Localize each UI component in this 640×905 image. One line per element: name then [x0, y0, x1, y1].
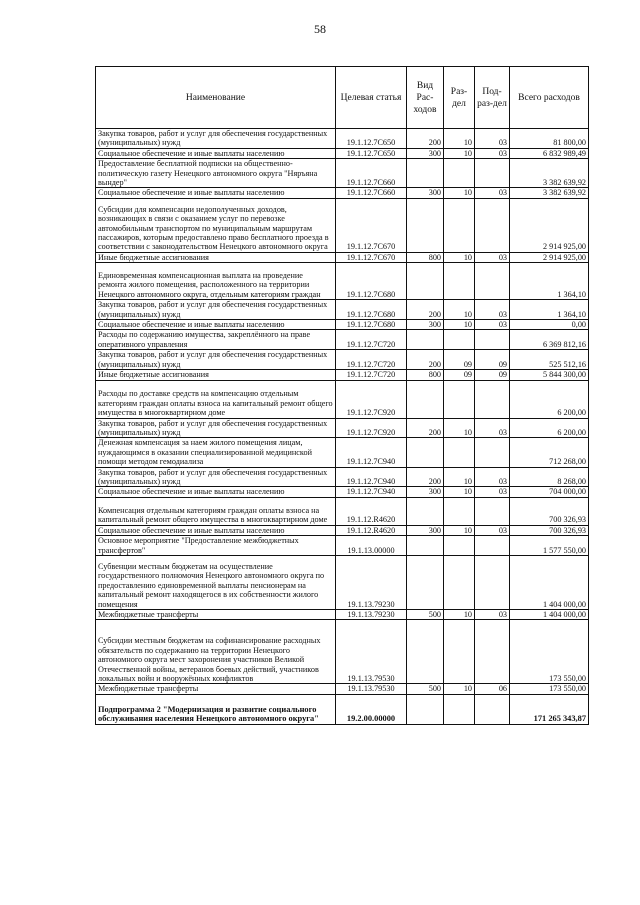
- header-total: Всего расходов: [510, 67, 589, 129]
- cell-section: 10: [444, 129, 475, 149]
- cell-kind: 300: [407, 148, 444, 158]
- table-row: [96, 694, 589, 724]
- header-section: Раз-дел: [444, 67, 475, 129]
- cell-subsection: 03: [475, 487, 510, 497]
- cell-target: 19.1.13.79530: [336, 684, 407, 694]
- cell-section: [444, 198, 475, 252]
- table-row: [96, 555, 589, 609]
- cell-subsection: 03: [475, 129, 510, 149]
- cell-subsection: 03: [475, 148, 510, 158]
- cell-subsection: 06: [475, 684, 510, 694]
- cell-subsection: [475, 694, 510, 724]
- cell-total: 700 326,93: [510, 497, 589, 525]
- cell-kind: 500: [407, 684, 444, 694]
- cell-kind: [407, 198, 444, 252]
- cell-total: 6 832 989,49: [510, 148, 589, 158]
- cell-total: 525 512,16: [510, 350, 589, 370]
- cell-target: 19.1.12.7С660: [336, 159, 407, 188]
- cell-section: [444, 330, 475, 350]
- cell-kind: 200: [407, 467, 444, 487]
- table-row: [96, 684, 589, 694]
- cell-name: Социальное обеспечение и иные выплаты населению: [96, 525, 336, 535]
- cell-subsection: [475, 555, 510, 609]
- cell-target: 19.1.12.7С920: [336, 418, 407, 438]
- cell-target: 19.1.12.7С720: [336, 350, 407, 370]
- cell-target: 19.1.12.R4620: [336, 525, 407, 535]
- cell-total: 704 000,00: [510, 487, 589, 497]
- cell-section: [444, 620, 475, 684]
- cell-section: [444, 555, 475, 609]
- header-name: Наименование: [96, 67, 336, 129]
- cell-subsection: [475, 497, 510, 525]
- cell-total: 3 382 639,92: [510, 188, 589, 198]
- cell-kind: 200: [407, 418, 444, 438]
- cell-kind: 300: [407, 188, 444, 198]
- cell-total: 6 369 812,16: [510, 330, 589, 350]
- cell-kind: [407, 620, 444, 684]
- table-row: [96, 497, 589, 525]
- cell-name: Иные бюджетные ассигнования: [96, 252, 336, 262]
- cell-subsection: 03: [475, 467, 510, 487]
- cell-total: 6 200,00: [510, 380, 589, 418]
- cell-target: 19.1.12.7С920: [336, 380, 407, 418]
- table-row: [96, 148, 589, 158]
- cell-name: Социальное обеспечение и иные выплаты населению: [96, 188, 336, 198]
- budget-table: [95, 66, 589, 725]
- table-row: [96, 188, 589, 198]
- cell-section: 10: [444, 300, 475, 320]
- cell-section: 10: [444, 467, 475, 487]
- cell-total: 6 200,00: [510, 418, 589, 438]
- cell-target: 19.1.12.7С650: [336, 148, 407, 158]
- cell-total: 81 800,00: [510, 129, 589, 149]
- cell-section: 09: [444, 370, 475, 380]
- cell-kind: 200: [407, 350, 444, 370]
- cell-section: [444, 497, 475, 525]
- cell-name: Закупка товаров, работ и услуг для обеспечения государственных (муниципальных) нужд: [96, 350, 336, 370]
- cell-name: Субвенции местным бюджетам на осуществление государственного полномочия Ненецкого автономного округа по предоставлению единовременной выплаты пенсионерам на капитальный ремонт находящегося в их собственности жилого помещения: [96, 555, 336, 609]
- cell-section: 10: [444, 487, 475, 497]
- cell-subsection: [475, 438, 510, 467]
- cell-section: [444, 694, 475, 724]
- cell-subsection: 03: [475, 609, 510, 619]
- cell-target: 19.1.12.7С680: [336, 263, 407, 300]
- header-kind: Вид Рас-ходов: [407, 67, 444, 129]
- cell-subsection: [475, 159, 510, 188]
- cell-section: [444, 159, 475, 188]
- cell-kind: [407, 330, 444, 350]
- cell-total: 2 914 925,00: [510, 252, 589, 262]
- cell-target: 19.1.12.7С720: [336, 370, 407, 380]
- cell-kind: 300: [407, 487, 444, 497]
- table-row: [96, 487, 589, 497]
- cell-total: 8 268,00: [510, 467, 589, 487]
- cell-total: 5 844 300,00: [510, 370, 589, 380]
- table-row: [96, 467, 589, 487]
- table-row: [96, 620, 589, 684]
- cell-kind: [407, 555, 444, 609]
- cell-kind: [407, 438, 444, 467]
- table-row: [96, 159, 589, 188]
- cell-kind: 800: [407, 252, 444, 262]
- cell-subsection: 03: [475, 300, 510, 320]
- cell-target: 19.1.12.7С720: [336, 330, 407, 350]
- cell-total: 2 914 925,00: [510, 198, 589, 252]
- cell-kind: 500: [407, 609, 444, 619]
- cell-section: [444, 536, 475, 556]
- cell-subsection: [475, 330, 510, 350]
- cell-section: 10: [444, 418, 475, 438]
- table-row: [96, 438, 589, 467]
- table-row: [96, 380, 589, 418]
- cell-subsection: 03: [475, 418, 510, 438]
- cell-name: Единовременная компенсационная выплата на проведение ремонта жилого помещения, расположенного на территории Ненецкого автономного округа, отдельным категориям граждан: [96, 263, 336, 300]
- cell-target: 19.1.13.00000: [336, 536, 407, 556]
- cell-kind: [407, 263, 444, 300]
- cell-subsection: [475, 198, 510, 252]
- cell-section: [444, 380, 475, 418]
- cell-kind: 200: [407, 300, 444, 320]
- cell-subsection: 09: [475, 350, 510, 370]
- table-row: [96, 536, 589, 556]
- cell-kind: [407, 694, 444, 724]
- cell-total: 1 404 000,00: [510, 609, 589, 619]
- cell-total: 173 550,00: [510, 684, 589, 694]
- cell-target: 19.1.13.79530: [336, 620, 407, 684]
- cell-section: 09: [444, 350, 475, 370]
- cell-name: Закупка товаров, работ и услуг для обеспечения государственных (муниципальных) нужд: [96, 129, 336, 149]
- cell-subsection: 03: [475, 525, 510, 535]
- cell-target: 19.1.12.7С680: [336, 320, 407, 330]
- cell-total: 1 364,10: [510, 300, 589, 320]
- cell-name: Социальное обеспечение и иные выплаты населению: [96, 487, 336, 497]
- cell-kind: [407, 159, 444, 188]
- table-row: [96, 370, 589, 380]
- cell-name: Социальное обеспечение и иные выплаты населению: [96, 320, 336, 330]
- cell-name: Денежная компенсация за наем жилого помещения лицам, нуждающимся в оказании специализированной медицинской помощи методом гемодиализа: [96, 438, 336, 467]
- cell-section: [444, 438, 475, 467]
- table-header-row: [96, 67, 589, 129]
- cell-target: 19.1.13.79230: [336, 555, 407, 609]
- cell-section: 10: [444, 320, 475, 330]
- cell-name: Субсидии для компенсации недополученных доходов, возникающих в связи с оказанием услуг по перевозке автомобильным транспортом по муниципальным маршрутам пассажиров, которым предоставлено право бесплатного проезда в соответствии с законодательством Ненецкого автономного округа: [96, 198, 336, 252]
- cell-kind: 200: [407, 129, 444, 149]
- cell-name: Подпрограмма 2 "Модернизация и развитие социального обслуживания населения Ненецкого автономного округа": [96, 694, 336, 724]
- cell-name: Социальное обеспечение и иные выплаты населению: [96, 148, 336, 158]
- table-row: [96, 350, 589, 370]
- table-row: [96, 263, 589, 300]
- cell-target: 19.1.12.7С670: [336, 198, 407, 252]
- cell-subsection: [475, 536, 510, 556]
- cell-total: 173 550,00: [510, 620, 589, 684]
- cell-name: Закупка товаров, работ и услуг для обеспечения государственных (муниципальных) нужд: [96, 467, 336, 487]
- table-row: [96, 198, 589, 252]
- cell-subsection: 09: [475, 370, 510, 380]
- table-row: [96, 525, 589, 535]
- cell-target: 19.1.13.79230: [336, 609, 407, 619]
- cell-target: 19.1.12.7С650: [336, 129, 407, 149]
- table-row: [96, 320, 589, 330]
- cell-subsection: 03: [475, 188, 510, 198]
- cell-kind: 300: [407, 525, 444, 535]
- cell-section: 10: [444, 188, 475, 198]
- cell-name: Предоставление бесплатной подписки на общественно-политическую газету Ненецкого автономного округа "Няръяна вындер": [96, 159, 336, 188]
- cell-section: 10: [444, 252, 475, 262]
- cell-target: 19.2.00.00000: [336, 694, 407, 724]
- table-row: [96, 129, 589, 149]
- cell-name: Расходы по доставке средств на компенсацию отдельным категориям граждан оплаты взноса на капитальный ремонт общего имущества в многоквартирном доме: [96, 380, 336, 418]
- cell-name: Основное мероприятие "Предоставление межбюджетных трансфертов": [96, 536, 336, 556]
- table-row: [96, 609, 589, 619]
- cell-target: 19.1.12.7С660: [336, 188, 407, 198]
- cell-kind: 800: [407, 370, 444, 380]
- cell-target: 19.1.12.7С940: [336, 487, 407, 497]
- cell-target: 19.1.12.7С940: [336, 438, 407, 467]
- cell-name: Межбюджетные трансферты: [96, 609, 336, 619]
- cell-subsection: [475, 620, 510, 684]
- cell-kind: [407, 536, 444, 556]
- cell-section: 10: [444, 684, 475, 694]
- cell-section: 10: [444, 609, 475, 619]
- cell-kind: [407, 497, 444, 525]
- cell-total: 3 382 639,92: [510, 159, 589, 188]
- table-row: [96, 300, 589, 320]
- cell-total: 712 268,00: [510, 438, 589, 467]
- cell-kind: [407, 380, 444, 418]
- table-row: [96, 252, 589, 262]
- cell-subsection: [475, 380, 510, 418]
- cell-name: Межбюджетные трансферты: [96, 684, 336, 694]
- header-target: Целевая статья: [336, 67, 407, 129]
- cell-total: 700 326,93: [510, 525, 589, 535]
- header-subsection: Под-раз-дел: [475, 67, 510, 129]
- cell-total: 1 364,10: [510, 263, 589, 300]
- cell-name: Иные бюджетные ассигнования: [96, 370, 336, 380]
- cell-subsection: 03: [475, 320, 510, 330]
- cell-total: 1 404 000,00: [510, 555, 589, 609]
- cell-target: 19.1.12.7С670: [336, 252, 407, 262]
- cell-name: Закупка товаров, работ и услуг для обеспечения государственных (муниципальных) нужд: [96, 300, 336, 320]
- cell-subsection: [475, 263, 510, 300]
- cell-target: 19.1.12.R4620: [336, 497, 407, 525]
- cell-kind: 300: [407, 320, 444, 330]
- cell-name: Компенсация отдельным категориям граждан оплаты взноса на капитальный ремонт общего имущества в многоквартирном доме: [96, 497, 336, 525]
- table-row: [96, 330, 589, 350]
- cell-name: Закупка товаров, работ и услуг для обеспечения государственных (муниципальных) нужд: [96, 418, 336, 438]
- cell-target: 19.1.12.7С680: [336, 300, 407, 320]
- cell-section: 10: [444, 525, 475, 535]
- cell-total: 171 265 343,87: [510, 694, 589, 724]
- cell-total: 1 577 550,00: [510, 536, 589, 556]
- cell-target: 19.1.12.7С940: [336, 467, 407, 487]
- cell-name: Субсидии местным бюджетам на софинансирование расходных обязательств по содержанию на территории Ненецкого автономного округа мест захоронения участников Великой Отечественной войны, ветеранов боевых действий, участников локальных войн и вооружённых конфликтов: [96, 620, 336, 684]
- cell-subsection: 03: [475, 252, 510, 262]
- cell-total: 0,00: [510, 320, 589, 330]
- cell-name: Расходы по содержанию имущества, закреплённого на праве оперативного управления: [96, 330, 336, 350]
- table-row: [96, 418, 589, 438]
- cell-section: [444, 263, 475, 300]
- page-number: 58: [314, 22, 326, 36]
- cell-section: 10: [444, 148, 475, 158]
